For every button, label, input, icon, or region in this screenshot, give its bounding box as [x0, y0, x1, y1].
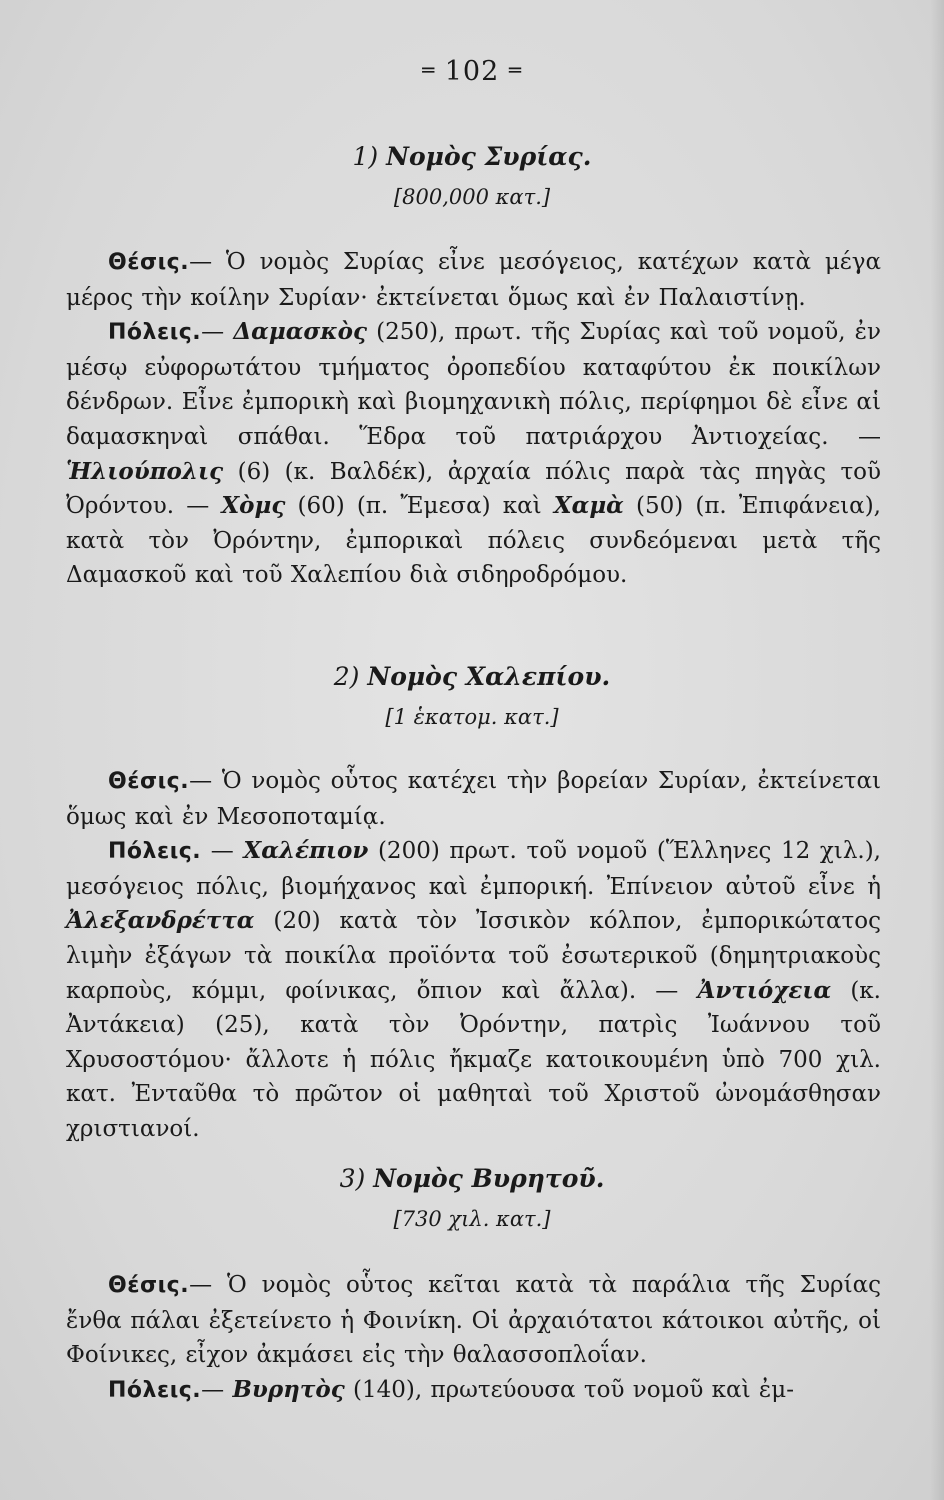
paragraph-label: Πόλεις.	[108, 839, 202, 865]
paragraph-label: Πόλεις.	[108, 1377, 202, 1403]
section-title	[0, 660, 944, 694]
paragraph-text: — Ὁ νομὸς οὗτος κεῖται κατὰ τὰ παράλια τῆς Συρίας ἔνθα πάλαι ἐξετείνετο ἡ Φοινίκη. Οἱ ἀρχαιότατοι κάτοικοι αὐτῆς, οἱ Φοίνικες, εἶχον ἀκμάσει εἰς τὴν θαλασσοπλοΐαν.	[66, 1272, 881, 1369]
section-title-text: Νομὸς Συρίας.	[386, 142, 592, 171]
section-title	[0, 1162, 944, 1196]
paragraph-position	[66, 1268, 881, 1373]
paragraph-cities	[66, 315, 881, 593]
paragraph-text: (200) πρωτ. τοῦ νομοῦ (Ἕλληνες 12 χιλ.), μεσόγειος πόλις, βιομήχανος καὶ ἐμπορική. Ἐπίνειον αὐτοῦ εἶνε ἡ	[66, 838, 881, 900]
paragraph-text: (20) κατὰ τὸν Ἰσσικὸν κόλπον, ἐμπορικώτατος λιμὴν ἐξάγων τὰ ποικίλα προϊόντα τοῦ ἐσωτερικοῦ (δημητριακοὺς καρποὺς, κόμμι, φοίνικας, ὄπιον καὶ ἄλλα). —	[66, 908, 881, 1004]
section-syria-body	[66, 245, 881, 593]
city-name: Ἡλιούπολις	[66, 457, 224, 485]
paragraph-text: (60) (π. Ἔμεσα) καὶ	[285, 493, 554, 520]
page-number-value: 102	[444, 56, 500, 87]
section-beirut-body	[66, 1268, 881, 1408]
section-number: 1)	[352, 142, 379, 171]
paragraph-text: —	[201, 1376, 233, 1403]
paragraph-position	[66, 245, 881, 315]
paragraph-text: —	[201, 319, 234, 346]
section-population: [800,000 κατ.]	[393, 185, 551, 209]
paragraph-text: (50) (π. Ἐπιφάνεια), κατὰ τὸν Ὀρόντην, ἐμπορικαὶ πόλεις συνδεόμεναι μετὰ τῆς Δαμασκοῦ καὶ τοῦ Χαλεπίου διὰ σιδηροδρόμου.	[66, 493, 881, 589]
paragraph-position	[66, 764, 881, 834]
city-name: Ἀλεξανδρέττα	[66, 907, 255, 935]
page-edge-shadow	[930, 0, 944, 1500]
city-name: Χὸμς	[221, 492, 286, 520]
paragraph-text: (6) (κ. Βαλδέκ), ἀρχαία πόλις παρὰ τὰς πηγὰς τοῦ Ὀρόντου. —	[66, 458, 881, 520]
city-name: Ἀντιόχεια	[697, 976, 832, 1004]
section-population: [730 χιλ. κατ.]	[393, 1207, 551, 1231]
paragraph-label: Πόλεις.	[108, 320, 202, 346]
paragraph-text: — Ὁ νομὸς Συρίας εἶνε μεσόγειος, κατέχων κατὰ μέγα μέρος τὴν κοίλην Συρίαν· ἐκτείνεται ὅμως καὶ ἐν Παλαιστίνῃ.	[66, 249, 881, 311]
paragraph-text: (250), πρωτ. τῆς Συρίας καὶ τοῦ νομοῦ, ἐν μέσῳ εὐφορωτάτου τμήματος ὀροπεδίου καταφύτου ἐκ ποικίλων δένδρων. Εἶνε ἐμπορικὴ καὶ βιομηχανικὴ πόλις, περίφημοι δὲ εἶνε αἱ δαμασκηναὶ σπάθαι. Ἕδρα τοῦ πατριάρχου Ἀντιοχείας. —	[66, 319, 882, 450]
paragraph-cities	[66, 834, 881, 1146]
paragraph-text: —	[201, 838, 244, 865]
page-number-ornament-right: ═	[508, 58, 522, 82]
paragraph-text: (140), πρωτεύουσα τοῦ νομοῦ καὶ ἐμ-	[344, 1376, 794, 1403]
section-number: 2)	[333, 662, 360, 691]
city-name: Χαλέπιον	[243, 837, 369, 865]
page-number	[0, 56, 944, 87]
section-title	[0, 140, 944, 174]
city-name: Βυρητὸς	[232, 1375, 345, 1403]
section-title-text: Νομὸς Χαλεπίου.	[367, 662, 611, 691]
section-aleppo-body	[66, 764, 881, 1147]
paragraph-cities	[66, 1373, 881, 1409]
section-beirut-heading	[0, 1162, 944, 1234]
paragraph-label: Θέσις.	[108, 250, 190, 275]
paragraph-text: (κ. Ἀντάκεια) (25), κατὰ τὸν Ὀρόντην, πατρὶς Ἰωάννου τοῦ Χρυσοστόμου· ἄλλοτε ἡ πόλις ἤκμαζε κατοικουμένη ὑπὸ 700 χιλ. κατ. Ἐνταῦθα τὸ πρῶτον οἱ μαθηταὶ τοῦ Χριστοῦ ὠνομάσθησαν χριστιανοί.	[66, 977, 881, 1142]
section-number: 3)	[339, 1164, 366, 1193]
section-aleppo-heading	[0, 660, 944, 732]
section-population: [1 ἑκατομ. κατ.]	[385, 705, 559, 729]
city-name: Δαμασκὸς	[233, 318, 367, 346]
paragraph-text: — Ὁ νομὸς οὗτος κατέχει τὴν βορείαν Συρίαν, ἐκτείνεται ὅμως καὶ ἐν Μεσοποταμίᾳ.	[66, 768, 881, 830]
page-number-ornament-left: ═	[422, 58, 436, 82]
paragraph-label: Θέσις.	[108, 1273, 190, 1298]
section-title-text: Νομὸς Βυρητοῦ.	[373, 1164, 605, 1193]
section-syria-heading	[0, 140, 944, 212]
city-name: Χαμὰ	[553, 492, 624, 520]
paragraph-label: Θέσις.	[108, 769, 190, 794]
